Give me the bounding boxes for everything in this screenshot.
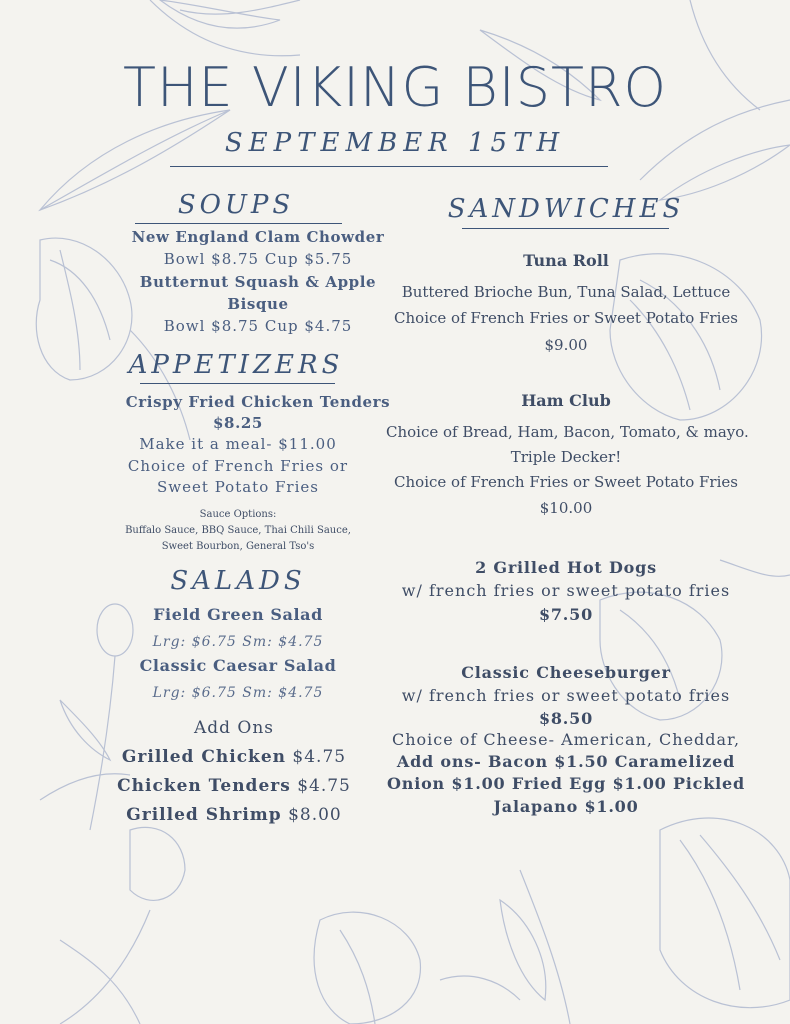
add-ons-title: Add Ons (193, 718, 275, 738)
hot-dogs-side: w/ french fries or sweet potato fries (401, 581, 731, 600)
soup-item-price: Bowl $8.75 Cup $4.75 (163, 317, 353, 335)
salad-item-price: Lrg: $6.75 Sm: $4.75 (152, 634, 324, 650)
sandwiches-heading: SANDWICHES (447, 194, 685, 224)
menu-date: SEPTEMBER 15TH (224, 128, 566, 158)
salad-item-name: Field Green Salad (153, 605, 323, 624)
hot-dogs-name: 2 Grilled Hot Dogs (475, 558, 657, 577)
appetizer-choice-cont: Sweet Potato Fries (157, 478, 319, 496)
add-on-price: $4.75 (292, 747, 347, 767)
add-on-item (56, 776, 412, 796)
sauce-options-title: Sauce Options: (199, 509, 277, 520)
sandwich-ham-desc: Choice of Bread, Ham, Bacon, Tomato, & mayo. (386, 423, 749, 441)
add-on-price: $4.75 (297, 776, 351, 796)
sandwich-tuna-desc: Buttered Brioche Bun, Tuna Salad, Lettuce (401, 283, 731, 301)
soups-heading: SOUPS (177, 190, 295, 220)
salads-heading: SALADS (170, 566, 306, 596)
appetizer-choice: Choice of French Fries or (127, 457, 349, 475)
salad-item-name: Classic Caesar Salad (139, 656, 337, 675)
cheeseburger-add-ons: Add ons- Bacon $1.50 Caramelized (396, 752, 736, 771)
cheeseburger-side: w/ french fries or sweet potato fries (401, 686, 731, 705)
appetizer-meal-option: Make it a meal- $11.00 (139, 435, 337, 453)
sandwich-ham-note: Triple Decker! (510, 448, 622, 466)
sandwich-ham-price: $10.00 (539, 499, 593, 517)
sauce-options-list-cont: Sweet Bourbon, General Tso's (161, 541, 315, 552)
cheeseburger-price: $8.50 (538, 709, 594, 728)
cheeseburger-add-ons-cont: Onion $1.00 Fried Egg $1.00 Pickled (387, 774, 745, 793)
sauce-options-list: Buffalo Sauce, BBQ Sauce, Thai Chili Sauce, (125, 525, 351, 536)
appetizer-item-price: $8.25 (213, 414, 263, 432)
add-on-name: Grilled Chicken (121, 747, 287, 767)
appetizers-heading: APPETIZERS (128, 350, 344, 380)
sandwich-tuna-name: Tuna Roll (523, 251, 609, 270)
restaurant-title: THE VIKING BISTRO (122, 56, 668, 119)
appetizer-item-name: Crispy Fried Chicken Tenders (125, 393, 391, 411)
soup-item-name-cont: Bisque (227, 295, 289, 313)
appetizers-divider (140, 383, 335, 384)
soup-item-name: Butternut Squash & Apple (139, 273, 377, 291)
salad-item-price: Lrg: $6.75 Sm: $4.75 (152, 685, 324, 701)
cheeseburger-name: Classic Cheeseburger (461, 663, 671, 682)
cheeseburger-cheese-choice: Choice of Cheese- American, Cheddar, (391, 730, 741, 749)
sandwich-ham-name: Ham Club (521, 391, 611, 410)
header-divider (170, 166, 608, 167)
add-on-name: Grilled Shrimp (126, 805, 282, 825)
soup-item-name: New England Clam Chowder (131, 228, 385, 246)
cheeseburger-add-ons-end: Jalapano $1.00 (493, 797, 639, 816)
sandwich-ham-side: Choice of French Fries or Sweet Potato Fries (394, 473, 738, 491)
soups-divider (135, 223, 342, 224)
soup-item-price: Bowl $8.75 Cup $5.75 (163, 250, 353, 268)
sandwich-tuna-side: Choice of French Fries or Sweet Potato Fries (394, 309, 738, 327)
sandwiches-divider (462, 228, 669, 229)
add-on-item (56, 805, 412, 825)
add-on-price: $8.00 (288, 805, 342, 825)
hot-dogs-price: $7.50 (538, 605, 594, 624)
sandwich-tuna-price: $9.00 (544, 336, 588, 354)
add-on-item (56, 747, 412, 767)
add-on-name: Chicken Tenders (117, 776, 291, 796)
